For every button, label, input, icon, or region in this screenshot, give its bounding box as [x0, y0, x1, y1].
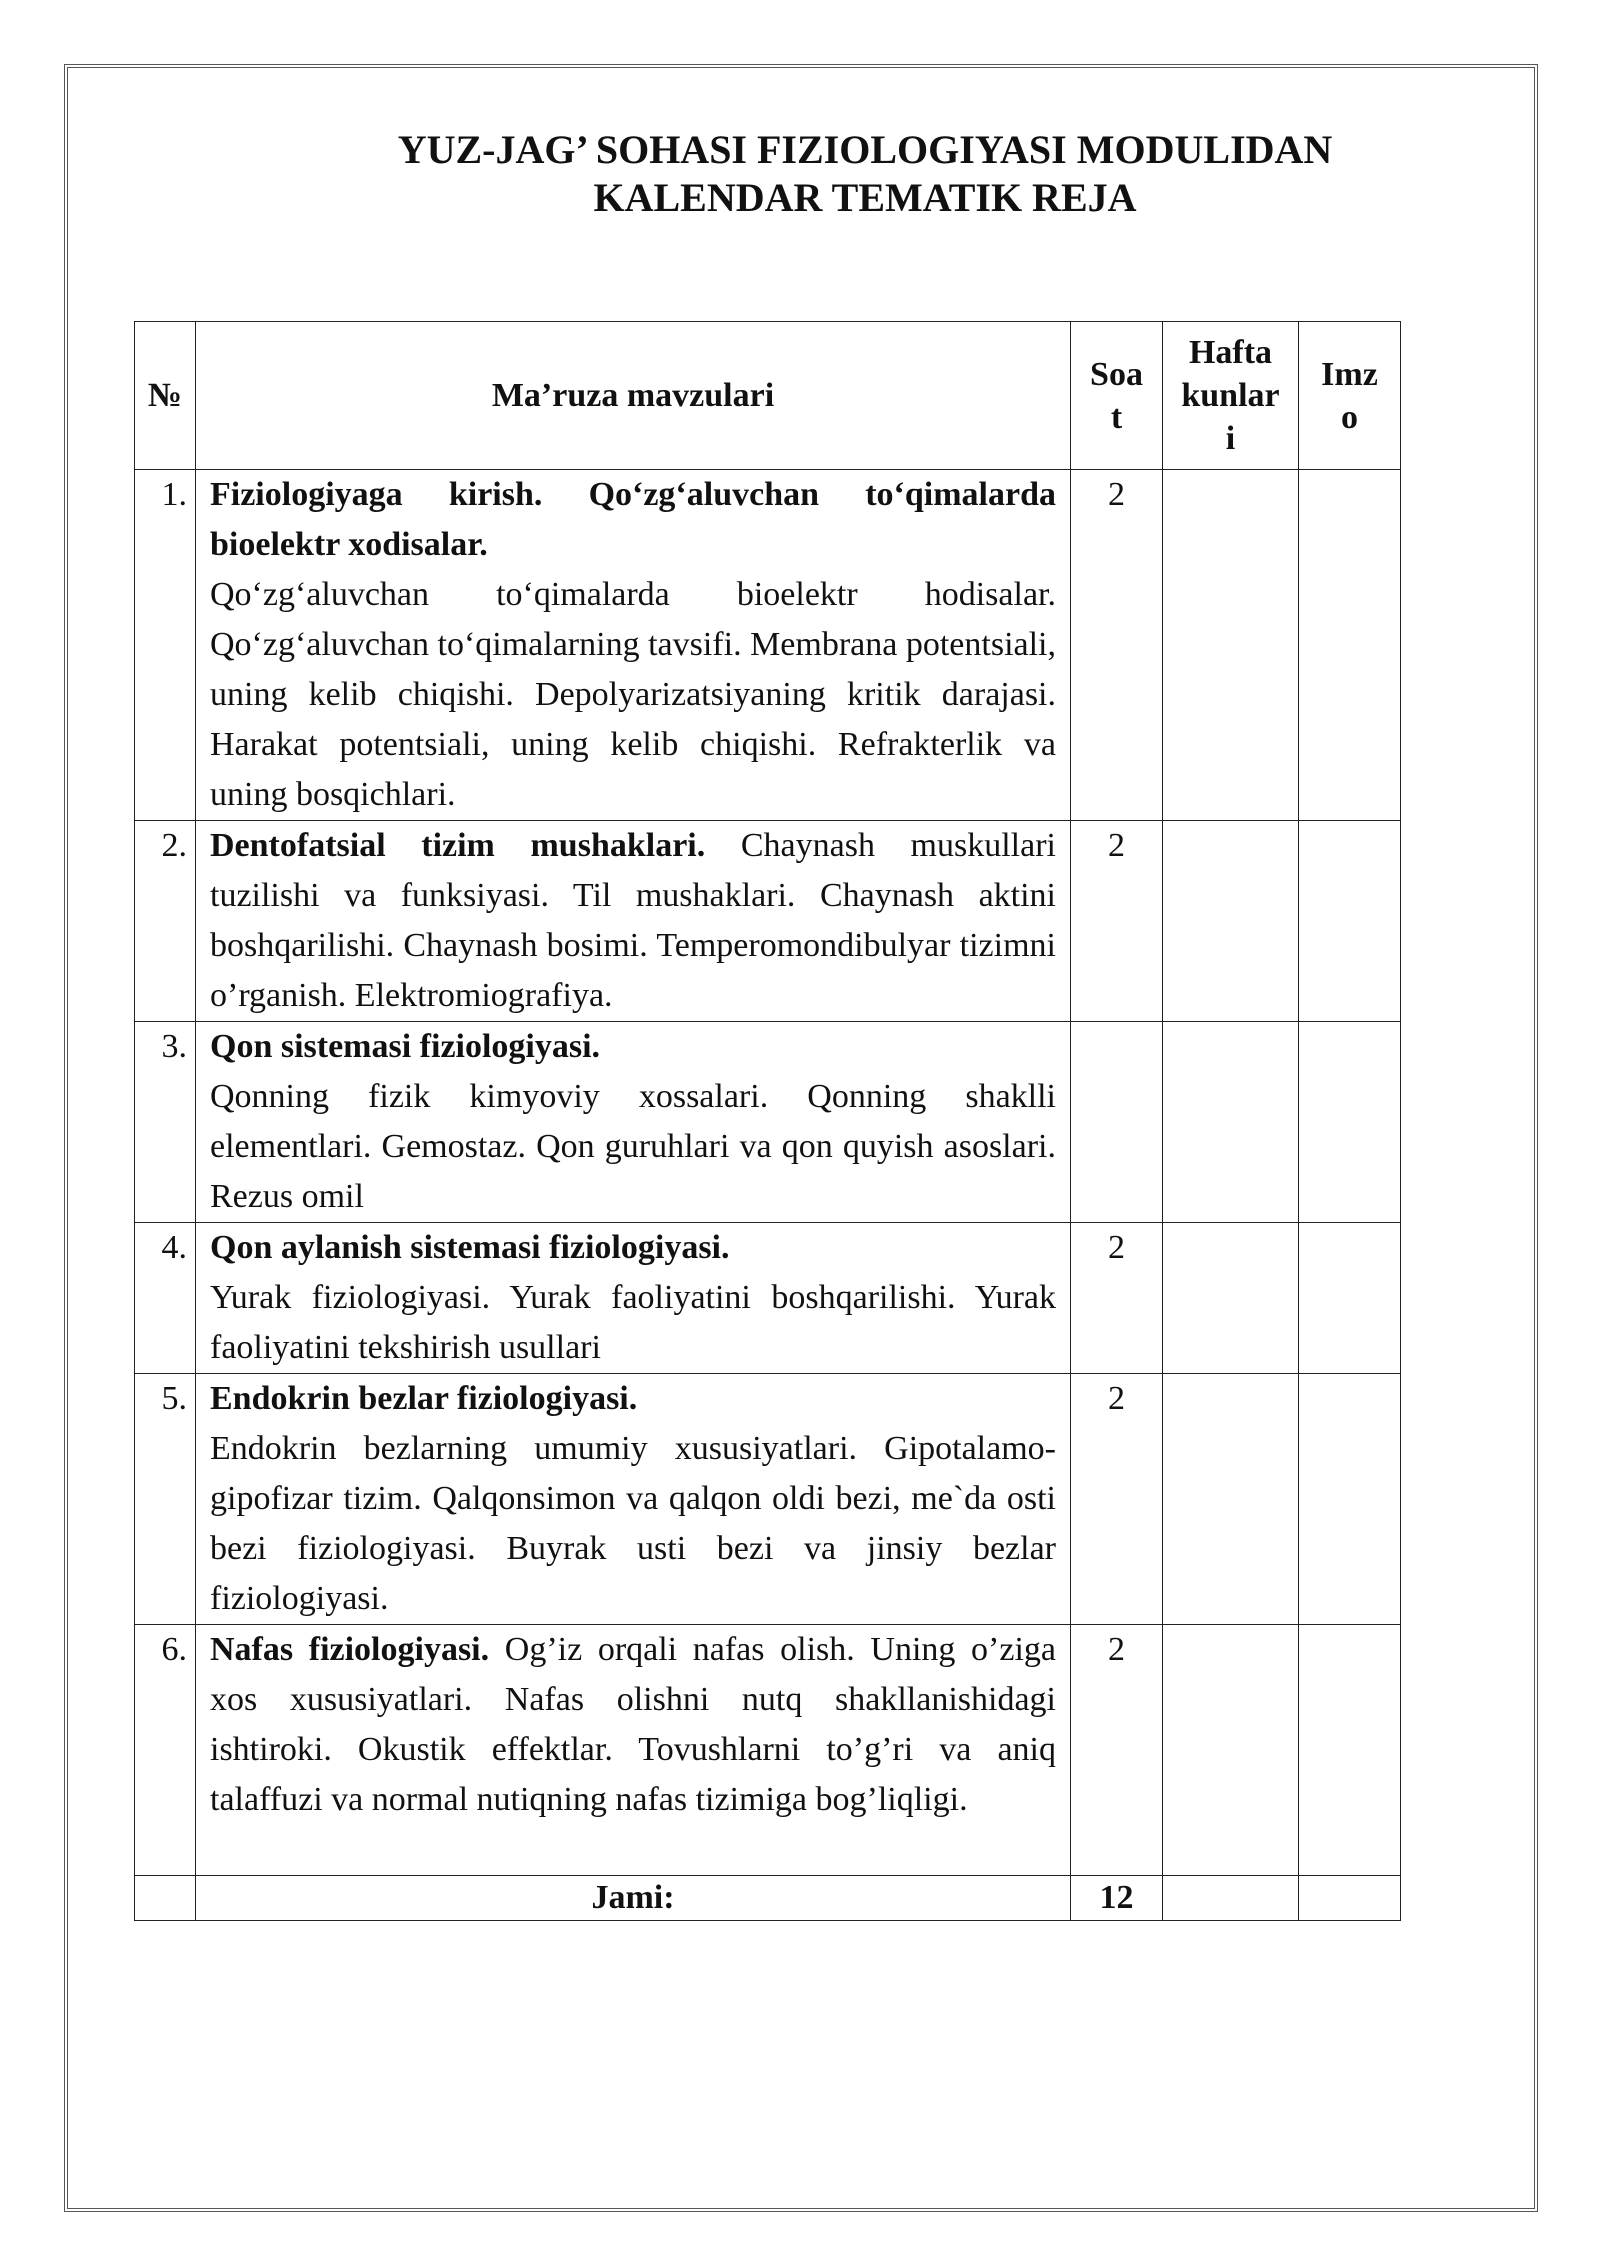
row-week-days [1163, 1022, 1299, 1223]
header-number: № [135, 322, 196, 470]
total-row [135, 1876, 1401, 1921]
topic-title: Qon sistemasi fiziologiyasi. [210, 1028, 601, 1065]
topic-title: Nafas fiziologiyasi. [210, 1631, 490, 1668]
row-week-days [1163, 1374, 1299, 1625]
topic-title: Dentofatsial tizim mushaklari. [210, 827, 706, 864]
header-sign-line-2: o [1341, 398, 1358, 436]
title-line-2: KALENDAR TEMATIK REJA [593, 175, 1137, 220]
row-number: 3. [135, 1022, 196, 1223]
table-row [135, 1374, 1401, 1625]
header-sign-line-1: Imz [1321, 355, 1378, 393]
header-hours-line-1: Soa [1090, 355, 1143, 393]
row-topic [196, 1374, 1071, 1625]
topic-title: Qon aylanish sistemasi fiziologiyasi. [210, 1229, 730, 1266]
header-hours [1071, 322, 1163, 470]
row-topic [196, 1625, 1071, 1876]
total-signature [1299, 1876, 1401, 1921]
row-hours: 2 [1071, 821, 1163, 1022]
thematic-plan-table [134, 321, 1401, 1921]
row-week-days [1163, 1223, 1299, 1374]
row-hours: 2 [1071, 1223, 1163, 1374]
row-signature [1299, 1625, 1401, 1876]
row-hours [1071, 1022, 1163, 1223]
document-title [300, 126, 1430, 222]
row-signature [1299, 1022, 1401, 1223]
row-topic [196, 821, 1071, 1022]
row-number: 4. [135, 1223, 196, 1374]
header-week-days [1163, 322, 1299, 470]
table-row [135, 470, 1401, 821]
row-hours: 2 [1071, 1625, 1163, 1876]
header-signature [1299, 322, 1401, 470]
row-hours: 2 [1071, 470, 1163, 821]
row-number: 1. [135, 470, 196, 821]
total-hours: 12 [1071, 1876, 1163, 1921]
total-number-cell [135, 1876, 196, 1921]
total-label: Jami: [196, 1876, 1071, 1921]
topic-text: Qo‘zg‘aluvchan to‘qimalarda bioelektr hodisalar. Qo‘zg‘aluvchan to‘qimalarning tavsifi. Membrana potentsiali, uning kelib chiqishi. Depolyarizatsiyaning kritik darajasi. Harakat potentsiali, uning kelib chiqishi. Refrakterlik va uning bosqichlari. [210, 576, 1056, 813]
row-week-days [1163, 821, 1299, 1022]
title-line-1: YUZ-JAG’ SOHASI FIZIOLOGIYASI MODULIDAN [397, 127, 1333, 172]
row-signature [1299, 1374, 1401, 1625]
table-row [135, 1022, 1401, 1223]
topic-text: Og’iz orqali nafas olish. Uning o’ziga xos xususiyatlari. Nafas olishni nutq shakllanishidagi ishtiroki. Okustik effektlar. Tovushlarni to’g’ri va aniq talaffuzi va normal nutiqning nafas tizimiga bog’liqligi. [210, 1631, 1056, 1818]
row-signature [1299, 1223, 1401, 1374]
row-topic [196, 470, 1071, 821]
row-signature [1299, 470, 1401, 821]
row-number: 5. [135, 1374, 196, 1625]
row-week-days [1163, 1625, 1299, 1876]
topic-text: Yurak fiziologiyasi. Yurak faoliyatini boshqarilishi. Yurak faoliyatini tekshirish usullari [210, 1279, 1056, 1366]
row-number: 2. [135, 821, 196, 1022]
topic-title: Endokrin bezlar fiziologiyasi. [210, 1380, 638, 1417]
header-week-line-3: i [1225, 420, 1236, 457]
total-week-days [1163, 1876, 1299, 1921]
header-week-line-1: Hafta [1188, 334, 1273, 371]
table-header-row [135, 322, 1401, 470]
header-topics: Ma’ruza mavzulari [196, 322, 1071, 470]
row-week-days [1163, 470, 1299, 821]
row-topic [196, 1022, 1071, 1223]
row-signature [1299, 821, 1401, 1022]
row-number: 6. [135, 1625, 196, 1876]
topic-text: Endokrin bezlarning umumiy xususiyatlari. Gipotalamo-gipofizar tizim. Qalqonsimon va qalqon oldi bezi, me`da osti bezi fiziologiyasi. Buyrak usti bezi va jinsiy bezlar fiziologiyasi. [210, 1430, 1056, 1617]
table-row [135, 1223, 1401, 1374]
topic-text: Chaynash muskullari tuzilishi va funksiyasi. Til mushaklari. Chaynash aktini boshqarilishi. Chaynash bosimi. Temperomondibulyar tizimni o’rganish. Elektromiografiya. [210, 827, 1056, 1014]
row-hours: 2 [1071, 1374, 1163, 1625]
table-row [135, 821, 1401, 1022]
header-hours-line-2: t [1110, 398, 1123, 436]
row-topic [196, 1223, 1071, 1374]
topic-text: Qonning fizik kimyoviy xossalari. Qonning shaklli elementlari. Gemostaz. Qon guruhlari va qon quyish asoslari. Rezus omil [210, 1078, 1056, 1215]
header-week-line-2: kunlar [1181, 377, 1280, 414]
topic-title: Fiziologiyaga kirish. Qo‘zg‘aluvchan to‘qimalarda bioelektr xodisalar. [210, 476, 1056, 563]
table-row [135, 1625, 1401, 1876]
